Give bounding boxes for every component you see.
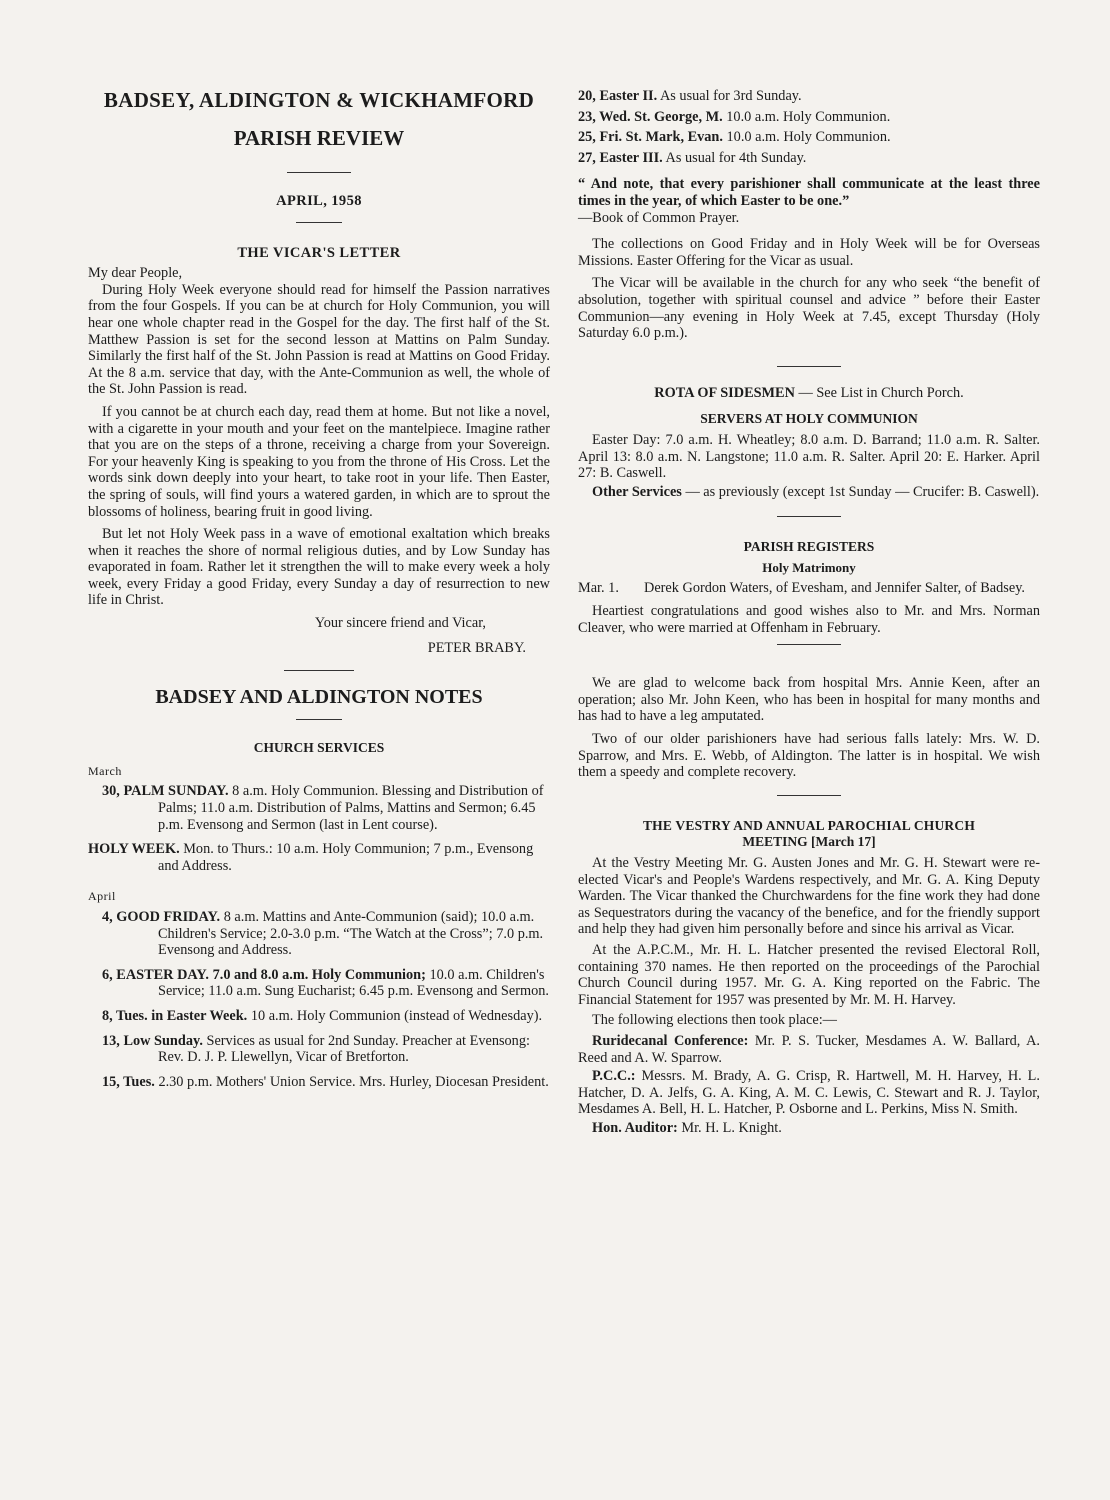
registers-subheading: Holy Matrimony (762, 559, 856, 575)
divider (777, 795, 841, 796)
left-column (88, 88, 550, 1098)
service-entry: 20, Easter II. As usual for 3rd Sunday. (578, 88, 802, 104)
right-column (578, 88, 1040, 1143)
services-heading: CHURCH SERVICES (253, 740, 385, 756)
service-entry: 27, Easter III. As usual for 4th Sunday. (578, 149, 807, 166)
register-entry-date: Mar. 1. (578, 580, 619, 597)
rota-note: ROTA OF SIDESMEN — See List in Church Porch. (654, 384, 964, 401)
news-paragraph: We are glad to welcome back from hospital Mrs. Annie Keen, after an operation; also Mr. John Keen, who has been in hospital for many months and has had to have a leg amputated. (578, 675, 1040, 725)
register-entry (578, 580, 1040, 597)
service-entry: 25, Fri. St. Mark, Evan. 10.0 a.m. Holy Communion. (578, 129, 891, 146)
divider (296, 222, 342, 223)
service-entry: 13, Low Sunday. Services as usual for 2nd Sunday. Preacher at Evensong: Rev. D. J. P. Llewellyn, Vicar of Bretforton. (102, 1032, 530, 1066)
vicar-availability-note: The Vicar will be available in the church for any who seek “the benefit of absolution, together with spiritual counsel and advice ” before their Easter Communion—any evening in Holy Week at 7.45, except Thursday (Holy Saturday 6.0 p.m.). (578, 275, 1040, 342)
letter-paragraph: If you cannot be at church each day, read them at home. But not like a novel, with a cigarette in your mouth and your feet on the mantelpiece. Imagine rather that you are on the steps of a throne, receiving a charge from your Sovereign. For your heavenly King is speaking to you from the throne of His Cross. Let the words sink down deeply into your heart, to take root in your life. Then Easter, the spring of souls, will find yours a watered garden, in which are to sprout the blossoms of holiness, bearing fruit in good living. (88, 403, 550, 520)
quote-source: —Book of Common Prayer. (578, 209, 740, 226)
vestry-heading: THE VESTRY AND ANNUAL PAROCHIAL CHURCH (642, 817, 976, 833)
election-pcc: P.C.C.: Messrs. M. Brady, A. G. Crisp, R. Hartwell, M. H. Harvey, H. L. Hatcher, D. A. Jelfs, G. A. King, A. M. C. Lewis, C. Stewart and R. J. Taylor, Mesdames A. Bell, H. L. Hatcher, P. Osborne and L. Perkins, Miss N. Smith. (578, 1068, 1040, 1118)
service-entry: 15, Tues. 2.30 p.m. Mothers' Union Service. Mrs. Hurley, Diocesan President. (102, 1073, 549, 1090)
prayer-book-quote: “ And note, that every parishioner shall communicate at the least three times in the year, of which Easter to be one.” (578, 176, 1040, 209)
election-ruridecanal: Ruridecanal Conference: Mr. P. S. Tucker, Mesdames A. W. Ballard, A. Reed and A. W. Sparrow. (578, 1032, 1040, 1066)
service-entry: 8, Tues. in Easter Week. 10 a.m. Holy Communion (instead of Wednesday). (102, 1007, 543, 1024)
letter-closing: Your sincere friend and Vicar, (314, 615, 486, 632)
vestry-paragraph: At the Vestry Meeting Mr. G. Austen Jones and Mr. G. H. Stewart were re-elected Vicar's and People's Wardens respectively, and Mr. G. A. King Deputy Warden. The Vicar thanked the Churchwardens for the fine work they had done as Sequestrators during the vacancy of the benefice, and for the friendly support and help they had given him personally before and since his arrival as Vicar. (578, 855, 1040, 938)
register-entry-text: Derek Gordon Waters, of Evesham, and Jennifer Salter, of Badsey. (644, 580, 1025, 597)
servers-other: Other Services — as previously (except 1st Sunday — Crucifer: B. Caswell). (592, 483, 1040, 500)
servers-heading: SERVERS AT HOLY COMMUNION (700, 411, 918, 427)
masthead-title: BADSEY, ALDINGTON & WICKHAMFORD (103, 88, 535, 112)
election-auditor: Hon. Auditor: Mr. H. L. Knight. (592, 1119, 782, 1136)
letter-paragraph: During Holy Week everyone should read for himself the Passion narratives from the four Gospels. If you can be at church for Holy Communion, you will hear one whole chapter read in the Gospel for the day. The first half of the St. Matthew Passion is set for the second lesson at Mattins on Palm Sunday. Similarly the first half of the St. John Passion is read at Mattins on Good Friday. At the 8 a.m. service that day, with the Ante-Communion as well, the whole of the St. John Passion is read. (88, 281, 550, 398)
divider (287, 172, 351, 173)
letter-signature: PETER BRABY. (427, 639, 526, 656)
salutation: My dear People, (88, 265, 183, 282)
masthead-subtitle: PARISH REVIEW (233, 126, 405, 150)
divider (777, 516, 841, 517)
service-entry: 6, EASTER DAY. 7.0 and 8.0 a.m. Holy Communion; 10.0 a.m. Children's Service; 11.0 a.m. Sung Eucharist; 6.45 p.m. Evensong and Sermon. (102, 966, 549, 1000)
letter-paragraph: But let not Holy Week pass in a wave of emotional exaltation which breaks when it reaches the shore of normal religious duties, and by Low Sunday has evaporated in foam. Rather let it strengthen the will to make every week a holy week, every Friday a good Friday, every Sunday a day of resurrection to new life in Christ. (88, 526, 550, 609)
vestry-paragraph: The following elections then took place:— (592, 1012, 837, 1029)
service-entry: 30, PALM SUNDAY. 8 a.m. Holy Communion. Blessing and Distribution of Palms; 11.0 a.m. Distribution of Palms, Mattins and Sermon; 6.45 p.m. Evensong and Sermon (last in Lent course). (102, 783, 544, 833)
month-label-april: April (88, 889, 116, 904)
news-paragraph: Two of our older parishioners have had serious falls lately: Mrs. W. D. Sparrow, and Mrs. E. Webb, of Aldington. The latter is in hospital. We wish them a speedy and complete recovery. (578, 731, 1040, 781)
congratulations-note: Heartiest congratulations and good wishes also to Mr. and Mrs. Norman Cleaver, who were married at Offenham in February. (578, 603, 1040, 636)
vestry-paragraph: At the A.P.C.M., Mr. H. L. Hatcher presented the revised Electoral Roll, containing 370 names. He then reported on the proceedings of the Parochial Church Council during 1957. Mr. G. A. King reported on the Fabric. The Financial Statement for 1957 was presented by Mr. M. H. Harvey. (578, 941, 1040, 1008)
vestry-heading-date: MEETING [March 17] (742, 834, 876, 850)
divider (777, 366, 841, 367)
divider (284, 670, 354, 671)
month-label-march: March (88, 763, 122, 778)
servers-list: Easter Day: 7.0 a.m. H. Wheatley; 8.0 a.m. D. Barrand; 11.0 a.m. R. Salter. April 13: 8.0 a.m. N. Langstone; 11.0 a.m. R. Salter. April 20: E. Harker. April 27: B. Caswell. (578, 431, 1040, 482)
vicars-letter-heading: THE VICAR'S LETTER (237, 244, 401, 261)
divider (296, 719, 342, 720)
notes-heading: BADSEY AND ALDINGTON NOTES (155, 686, 483, 709)
service-entry: 4, GOOD FRIDAY. 8 a.m. Mattins and Ante-Communion (said); 10.0 a.m. Children's Service; 2.0-3.0 p.m. “The Watch at the Cross”; 7.0 p.m. Evensong and Address. (102, 909, 544, 959)
service-entry: HOLY WEEK. Mon. to Thurs.: 10 a.m. Holy Communion; 7 p.m., Evensong and Address. (88, 841, 534, 874)
issue-date: APRIL, 1958 (276, 193, 362, 209)
registers-heading: PARISH REGISTERS (743, 539, 875, 555)
collections-note: The collections on Good Friday and in Holy Week will be for Overseas Missions. Easter Offering for the Vicar as usual. (578, 236, 1040, 269)
service-entry: 23, Wed. St. George, M. 10.0 a.m. Holy Communion. (578, 108, 891, 125)
